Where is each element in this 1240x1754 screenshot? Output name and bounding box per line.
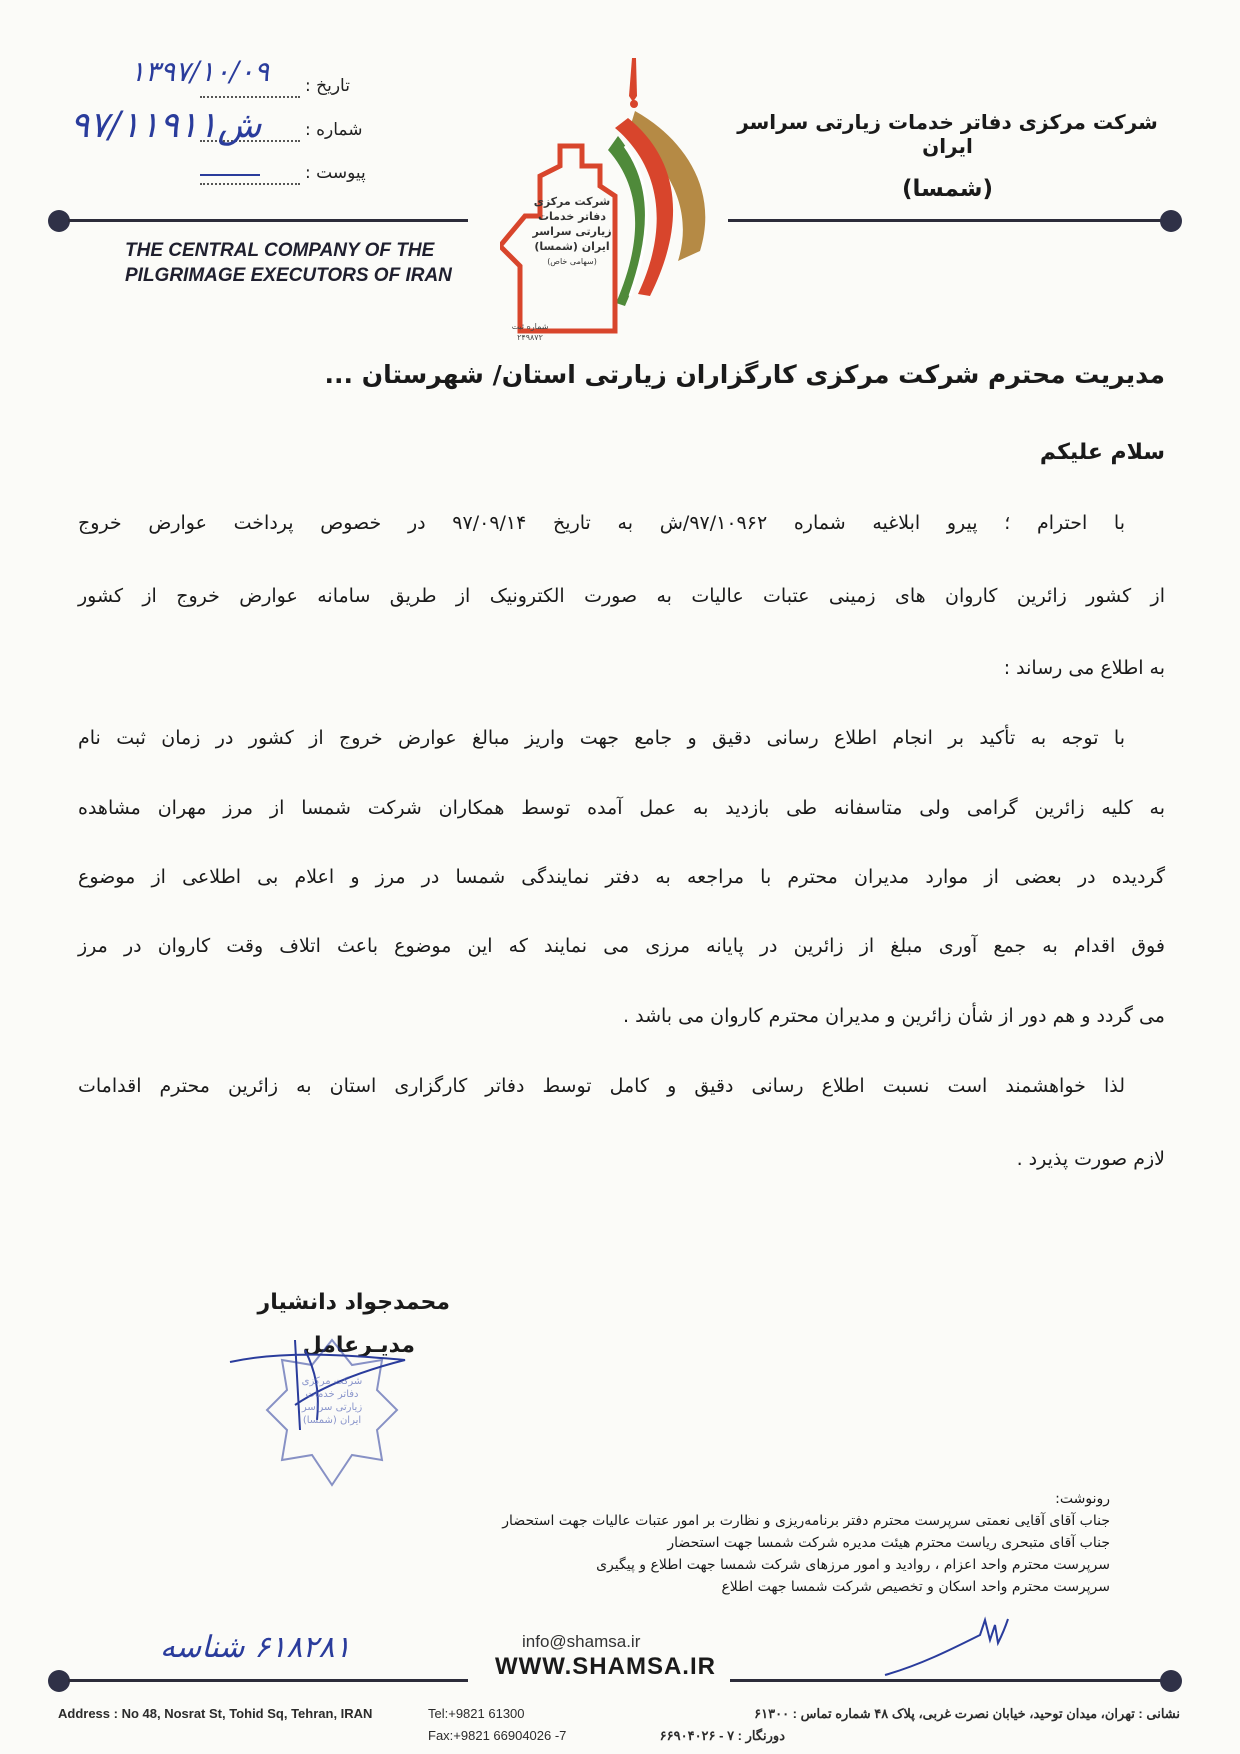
contact-fax-fa: دورنگار : ۷ - ۶۶۹۰۴۰۲۶ (659, 1728, 785, 1743)
company-name-en-line1: THE CENTRAL COMPANY OF THE (125, 240, 435, 261)
paragraph2-line4: فوق اقدام به جمع آوری مبلغ از زائرین در پایانه مرزی می نمایند که این موضوع باعث اتلاف وقت کاروان در مرز (78, 935, 1165, 957)
footer-rule-left (68, 1679, 468, 1682)
handwritten-id: ۶۱۸۲۸۱ شناسه (160, 1630, 351, 1665)
contact-email[interactable]: info@shamsa.ir (522, 1632, 641, 1651)
contact-address-fa: نشانی : تهران، میدان توحید، خیابان نصرت غربی، پلاک ۴۸ شماره تماس : ۶۱۳۰۰ (754, 1706, 1180, 1721)
stamp-text-line3: زیارتی سراسر (301, 1402, 363, 1413)
header-rule-left (68, 219, 468, 222)
greeting: سلام علیکم (1039, 440, 1165, 465)
logo-caption (522, 194, 622, 269)
paragraph3-line2: لازم صورت پذیرد . (1016, 1148, 1165, 1170)
company-name-en (125, 238, 485, 288)
logo-caption-line1: شرکت مرکزی (533, 195, 611, 208)
paragraph1-line1: با احترام ؛ پیرو ابلاغیه شماره ۹۷/۱۰۹۶۲/ش به تاریخ ۹۷/۰۹/۱۴ در خصوص پرداخت عوارض خروج (78, 512, 1125, 534)
date-label: تاریخ : (305, 76, 350, 96)
contact-tel-en: Tel:+9821 61300 (428, 1706, 525, 1721)
cc-title: رونوشت: (1055, 1491, 1110, 1507)
footer-rule-right-dot (1160, 1670, 1182, 1692)
recipient-heading: مدیریت محترم شرکت مرکزی کارگزاران زیارتی استان/ شهرستان ... (324, 360, 1165, 389)
stamp-text-line1: شرکت مرکزی (301, 1376, 363, 1387)
paragraph1-line3: به اطلاع می رساند : (1003, 657, 1165, 679)
company-stamp-text (292, 1375, 372, 1427)
contact-address-en: Address : No 48, Nosrat St, Tohid Sq, Tehran, IRAN (58, 1706, 373, 1721)
logo-registration-label: شماره ثبت (511, 322, 549, 331)
cc-line: سرپرست محترم واحد اعزام ، روادید و امور مرزهای شرکت شمسا جهت اطلاع و پیگیری (596, 1557, 1110, 1573)
paragraph2-line1: با توجه به تأکید بر انجام اطلاع رسانی دقیق و جامع جهت واریز مبالغ عوارض خروج از کشور در زمان ثبت نام (78, 727, 1125, 749)
logo-caption-line5: (سهامی خاص) (547, 257, 597, 266)
paragraph3-line1: لذا خواهشمند است نسبت اطلاع رسانی دقیق و کامل توسط دفاتر کارگزاری استان به زائرین محترم اقدامات (78, 1075, 1125, 1097)
signer-name: محمدجواد دانشیار (257, 1290, 450, 1315)
header-rule-left-dot (48, 210, 70, 232)
logo-registration (500, 321, 560, 343)
paragraph2-line5: می گردد و هم دور از شأن زائرین و مدیران محترم کاروان می باشد . (623, 1005, 1165, 1027)
stamp-text-line4: ایران (شمسا) (302, 1415, 362, 1426)
footer-rule-right (730, 1679, 1168, 1682)
date-value: ۱۳۹۷/۱۰/۰۹ (130, 55, 270, 88)
logo-registration-number: ۲۴۹۸۷۲ (517, 333, 543, 342)
logo-caption-line2: دفاتر خدمات (537, 210, 607, 223)
cc-line: سرپرست محترم واحد اسکان و تخصیص شرکت شمسا جهت اطلاع (721, 1579, 1110, 1595)
number-value: ۹۷/۱۱۹۱۱ش (70, 105, 262, 146)
stamp-text-line2: دفاتر خدمات (305, 1389, 359, 1400)
cc-block (380, 1488, 1110, 1598)
date-dots (200, 96, 300, 98)
company-name-fa (715, 110, 1180, 202)
signer-title: مدیـرعامل (302, 1333, 415, 1358)
initials-scribble-icon (880, 1615, 1010, 1685)
logo-caption-line4: ایران (شمسا) (534, 240, 610, 253)
header-rule-right (728, 219, 1168, 222)
cc-line: جناب آقای آقایی نعمتی سرپرست محترم دفتر برنامه‌ریزی و نظارت بر امور عتبات عالیات جهت استحضار (502, 1513, 1110, 1529)
company-logo (500, 56, 725, 361)
paragraph2-line3: گردیده در بعضی از موارد مدیران محترم با مراجعه به دفتر نمایندگی شمسا در مرز و اعلام بی اطلاعی از موضوع (78, 866, 1165, 888)
contact-website[interactable]: WWW.SHAMSA.IR (495, 1653, 716, 1680)
attachment-label: پیوست : (305, 163, 366, 183)
header-rule-right-dot (1160, 210, 1182, 232)
company-name-fa-line1: شرکت مرکزی دفاتر خدمات زیارتی سراسر ایران (737, 110, 1158, 158)
contact-fax-en: Fax:+9821 66904026 -7 (428, 1728, 567, 1743)
paragraph1-line2: از کشور زائرین کاروان های زمینی عتبات عالیات به صورت الکترونیک از طریق سامانه عوارض خروج از کشور (78, 585, 1165, 607)
logo-caption-line3: زیارتی سراسر (532, 225, 612, 238)
company-name-fa-line2: (شمسا) (901, 176, 994, 202)
footer-rule-left-dot (48, 1670, 70, 1692)
attachment-dots (200, 183, 300, 185)
number-label: شماره : (305, 120, 363, 140)
cc-line: جناب آقای متبحری ریاست محترم هیئت مدیره شرکت شمسا جهت استحضار (667, 1535, 1110, 1551)
attachment-dash (200, 174, 260, 176)
paragraph2-line2: به کلیه زائرین گرامی ولی متاسفانه طی بازدید به عمل آمده توسط همکاران شرکت شمسا از مرز مهران مشاهده (78, 797, 1165, 819)
company-name-en-line2: PILGRIMAGE EXECUTORS OF IRAN (125, 265, 452, 286)
